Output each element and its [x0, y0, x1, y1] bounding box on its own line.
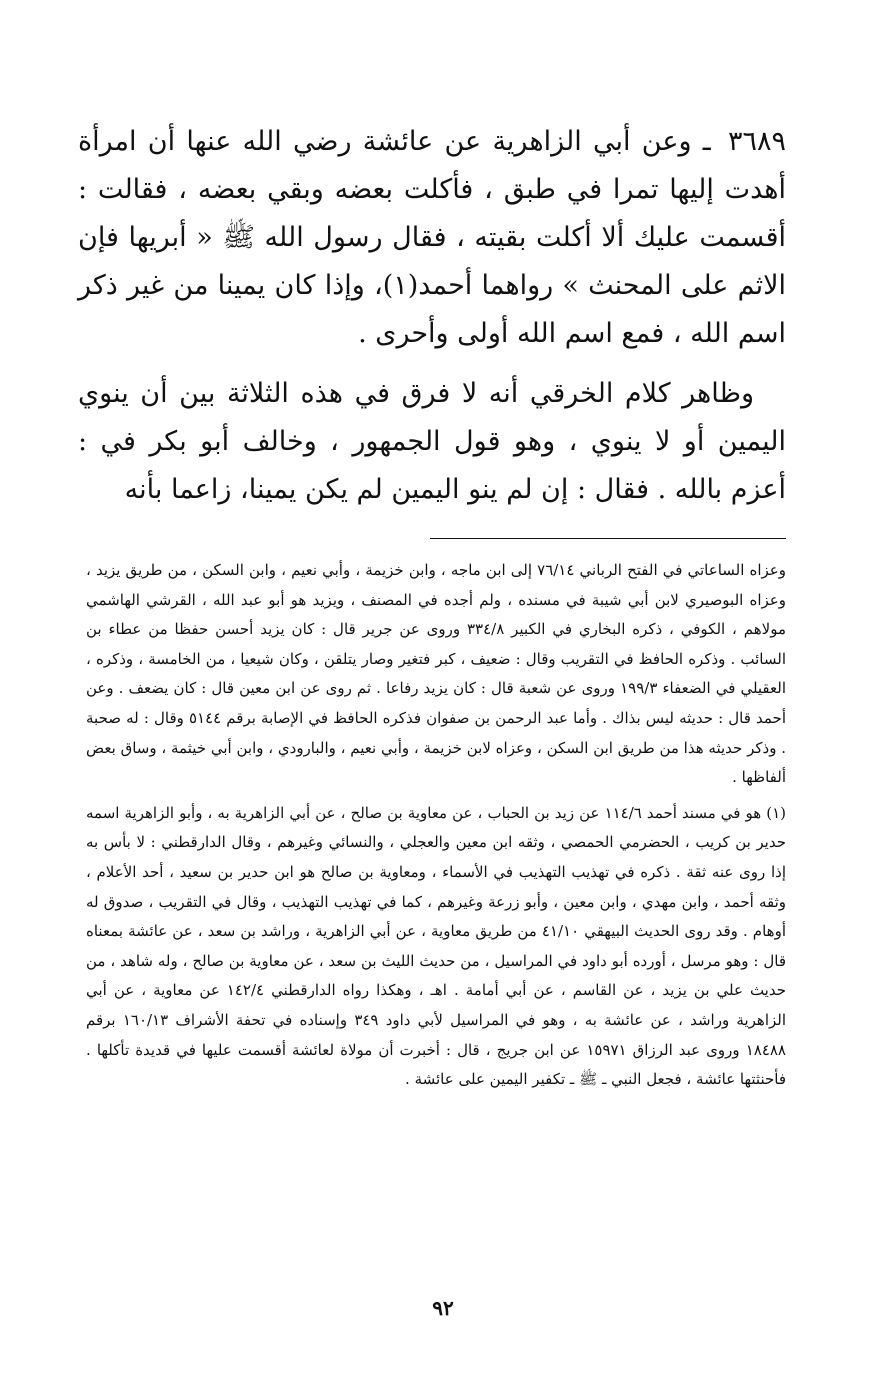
- footnote-divider: [430, 538, 786, 539]
- hadith-number: ٣٦٨٩: [727, 126, 786, 157]
- page-number: ٩٢: [432, 1296, 454, 1320]
- footnotes: [86, 556, 786, 1095]
- footnote-1: (١) هو في مسند أحمد ١١٤/٦ عن زيد بن الحباب ، عن معاوية بن صالح ، عن أبي الزاهرية به ، وأبو الزاهرية اسمه حدير بن كريب ، الحضرمي الحمصي ، وثقه ابن معين والعجلي ، والنسائي وغيرهم ، وقال الدارقطني : لا بأس به إذا روى عنه ثقة . ذكره في تهذيب التهذيب في الأسماء ، ومعاوية بن صالح هو ابن حدير بن سعيد ، أحد الأعلام ، وثقه أحمد ، وابن مهدي ، وابن معين ، وأبو زرعة وغيرهم ، كما في تهذيب التهذيب ، وقال في التقريب ، صدوق له أوهام . وقد روى الحديث البيهقي ٤١/١٠ من طريق معاوية ، عن أبي الزاهرية ، وراشد بن سعد ، عن عائشة بمعناه قال : وهو مرسل ، أورده أبو داود في المراسيل ، من حديث الليث بن سعد ، عن معاوية بن صالح ، وله شاهد ، من حديث علي بن يزيد ، عن القاسم ، عن أبي أمامة . اهـ ، وهكذا رواه الدارقطني ١٤٢/٤ عن معاوية ، عن أبي الزاهرية وراشد ، عن عائشة به ، وهو في المراسيل لأبي داود ٣٤٩ وإسناده في تحفة الأشراف ١٦٠/١٣ برقم ١٨٤٨٨ وروى عبد الرزاق ١٥٩٧١ عن ابن جريج ، قال : أخبرت أن مولاة لعائشة أقسمت عليها في قديدة تأكلها . فأحنثتها عائشة ، فجعل النبي ـ ﷺ ـ تكفير اليمين على عائشة .: [86, 803, 787, 1089]
- main-paragraph-2: وظاهر كلام الخرقي أنه لا فرق في هذه الثلاثة بين أن ينوي اليمين أو لا ينوي ، وهو قول الجمهور ، وخالف أبو بكر في : أعزم بالله . فقال : إن لم ينو اليمين لم يكن يمينا، زاعما بأنه: [78, 378, 786, 505]
- main-paragraph-1: [78, 118, 786, 358]
- footnote-continuation: وعزاه الساعاتي في الفتح الرباني ٧٦/١٤ إلى ابن ماجه ، وابن خزيمة ، وأبي نعيم ، وابن السكن ، من طريق يزيد ، وعزاه البوصيري لابن أبي شيبة في مسنده ، ولم أجده في المصنف ، ويزيد هو أبو عبد الله ، القرشي الهاشمي مولاهم ، الكوفي ، ذكره البخاري في الكبير ٣٣٤/٨ وروى عن جرير قال : كان يزيد أحسن حفظا من عطاء بن السائب . وذكره الحافظ في التقريب وقال : ضعيف ، كبر فتغير وصار يتلقن ، وكان شيعيا ، من الخامسة ، وذكره ، العقيلي في الضعفاء ١٩٩/٣ وروى عن شعبة قال : كان يزيد رفاعا . ثم روى عن ابن معين قال : كان يضعف . وعن أحمد قال : حديثه ليس بذاك . وأما عبد الرحمن بن صفوان فذكره الحافظ في الإصابة برقم ٥١٤٤ وقال : له صحبة . وذكر حديثه هذا من طريق ابن السكن ، وعزاه لابن خزيمة ، وأبي نعيم ، والبارودي ، وابن أبي خيثمة ، وساق بعض ألفاظها .: [86, 561, 787, 787]
- main-text: [78, 118, 786, 514]
- main-paragraph-1-text: ـ وعن أبي الزاهرية عن عائشة رضي الله عنها أن امرأة أهدت إليها تمرا في طبق ، فأكلت بعضه وبقي بعضه ، فقالت : أقسمت عليك ألا أكلت بقيته ، فقال رسول الله ﷺ « أبريها فإن الاثم على المحنث » رواهما أحمد(١)، وإذا كان يمينا من غير ذكر اسم الله ، فمع اسم الله أولى وأحرى .: [78, 126, 786, 349]
